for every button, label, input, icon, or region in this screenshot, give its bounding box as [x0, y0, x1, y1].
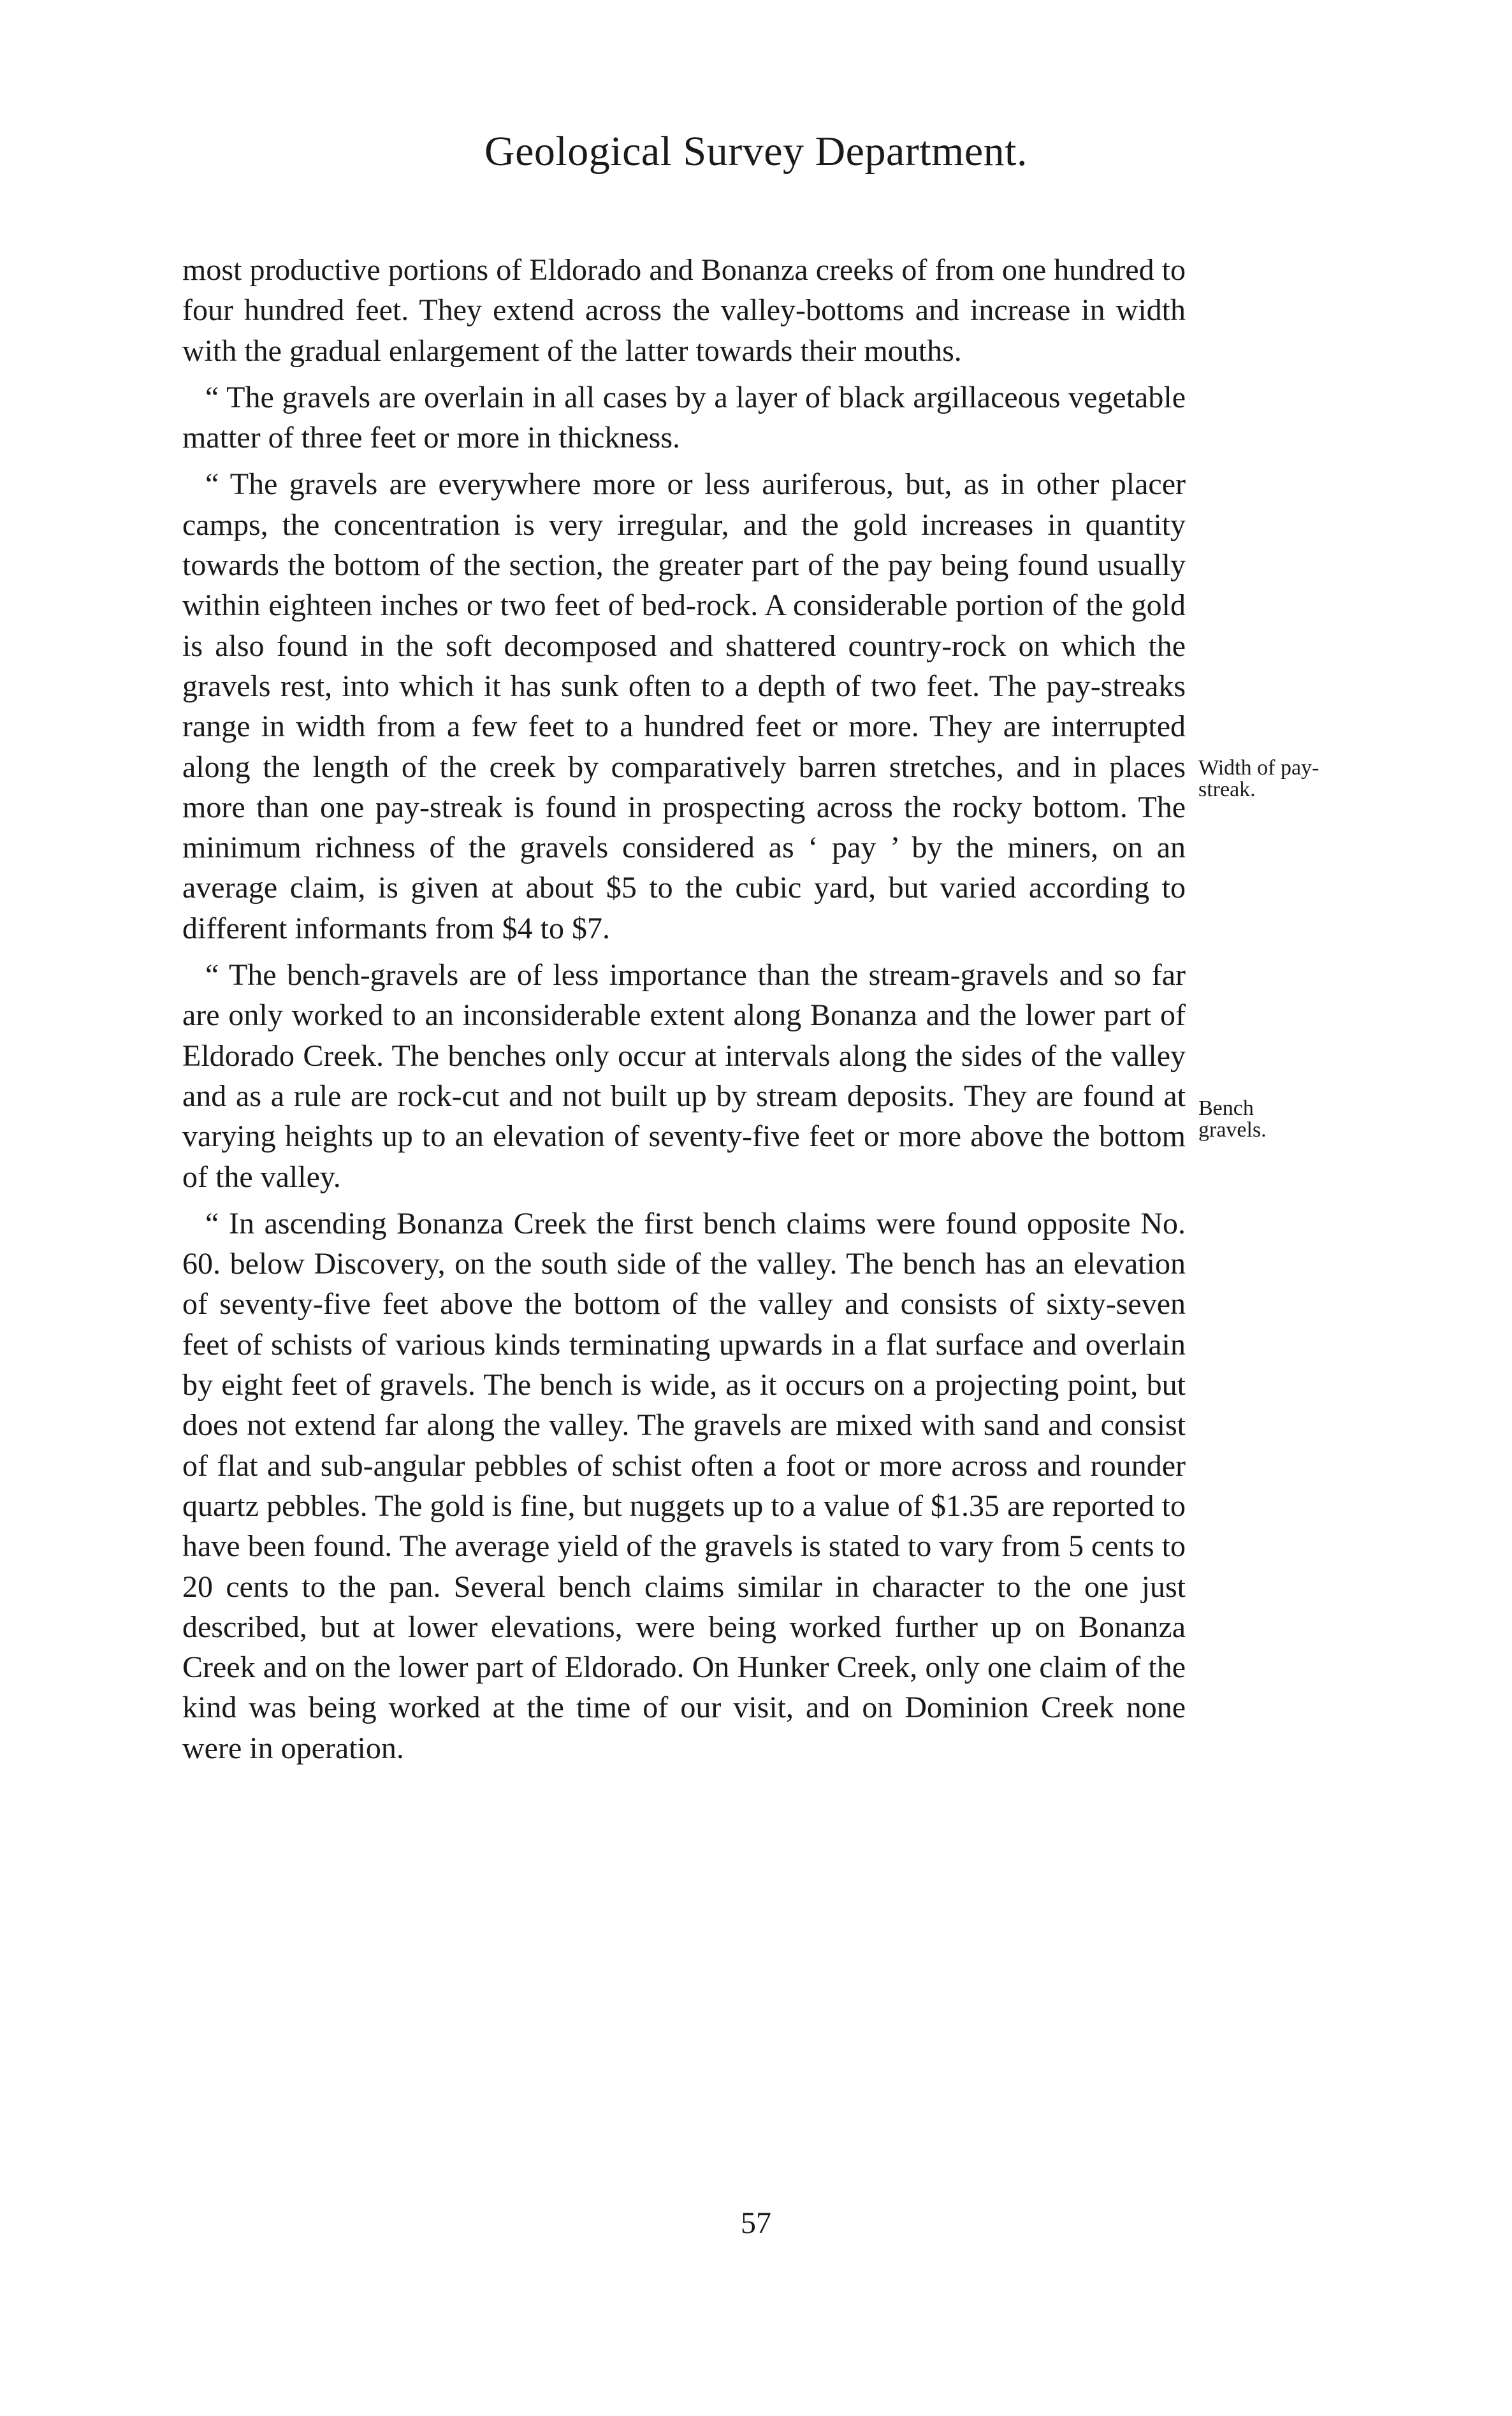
margin-note-line: streak.: [1198, 778, 1256, 801]
paragraph-3: “ The gravels are everywhere more or less auriferous, but, as in other placer camps, the concentration is very irregular, and the gold increases in quantity towards the bottom of the section, the greater part of the pay being found usually within eighteen inches or two feet of bed-rock. A considerable portion of the gold is also found in the soft decomposed and shattered country-rock on which the gravels rest, into which it has sunk often to a depth of two feet. The pay-streaks range in width from a few feet to a hundred feet or more. They are interrupted along the length of the creek by comparatively barren stretches, and in places more than one pay-streak is found in prospecting across the rocky bottom. The minimum richness of the gravels considered as ‘ pay ’ by the miners, on an average claim, is given at about $5 to the cubic yard, but varied according to different informants from $4 to $7.: [182, 467, 1186, 945]
margin-note-width-of-pay-streak: [1198, 757, 1364, 801]
body-text: [182, 250, 1186, 1768]
margin-note-line: Bench: [1198, 1096, 1254, 1120]
paragraph-4: “ The bench-gravels are of less importance than the stream-gravels and so far are only worked to an inconsiderable extent along Bonanza and the lower part of Eldorado Creek. The benches only occur at intervals along the sides of the valley and as a rule are rock-cut and not built up by stream deposits. They are found at varying heights up to an elevation of seventy-five feet or more above the bottom of the valley.: [182, 958, 1186, 1194]
page-number: 57: [741, 2206, 771, 2240]
paragraph-1: most productive portions of Eldorado and Bonanza creeks of from one hundred to four hundred feet. They extend across the valley-bottoms and increase in width with the gradual enlargement of the latter towards their mouths.: [182, 253, 1186, 368]
margin-note-line: Width of pay-: [1198, 756, 1319, 780]
page-header: Geological Survey Department.: [484, 128, 1028, 175]
paragraph-2: “ The gravels are overlain in all cases by a layer of black argillaceous vegetable matter of three feet or more in thickness.: [182, 380, 1186, 455]
margin-note-bench-gravels: [1198, 1098, 1364, 1141]
paragraph-5: “ In ascending Bonanza Creek the first bench claims were found opposite No. 60. below Discovery, on the south side of the valley. The bench has an elevation of seventy-five feet above the bottom of the valley and consists of sixty-seven feet of schists of various kinds terminating upwards in a flat surface and overlain by eight feet of gravels. The bench is wide, as it occurs on a projecting point, but does not extend far along the valley. The gravels are mixed with sand and consist of flat and sub-angular pebbles of schist often a foot or more across and rounder quartz pebbles. The gold is fine, but nuggets up to a value of $1.35 are reported to have been found. The average yield of the gravels is stated to vary from 5 cents to 20 cents to the pan. Several bench claims similar in character to the one just described, but at lower elevations, were being worked further up on Bonanza Creek and on the lower part of Eldorado. On Hunker Creek, only one claim of the kind was being worked at the time of our visit, and on Dominion Creek none were in operation.: [182, 1206, 1186, 1765]
margin-note-line: gravels.: [1198, 1118, 1267, 1142]
